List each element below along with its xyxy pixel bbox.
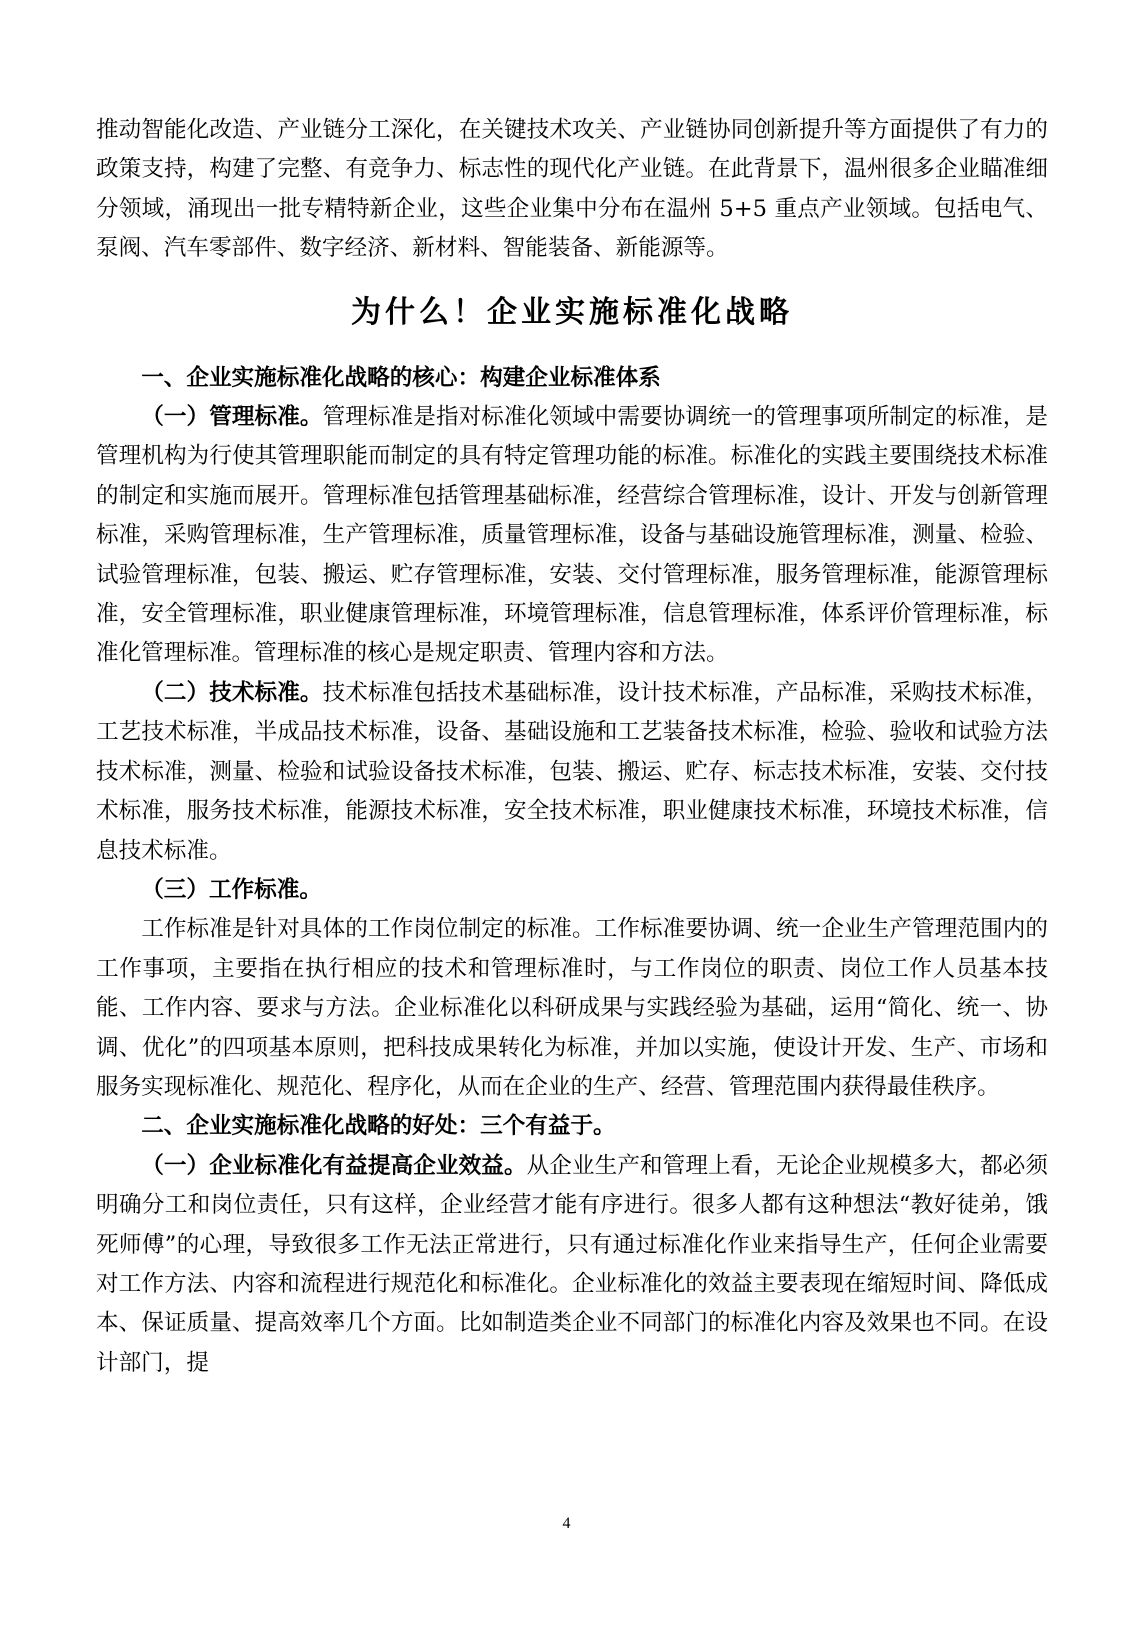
section-1-heading: 一、企业实施标准化战略的核心：构建企业标准体系 [141, 364, 661, 391]
intro-paragraph: 推动智能化改造、产业链分工深化，在关键技术攻关、产业链协同创新提升等方面提供了有力的政策支持，构建了完整、有竞争力、标志性的现代化产业链。在此背景下，温州很多企业瞄准细分领域，涌现出一批专精特新企业，这些企业集中分布在温州 5+5 重点产业领域。包括电气、泵阀、汽车零部件、数字经济、新材料、智能装备、新能源等。 [96, 117, 1048, 262]
efficiency-benefit-label: （一）企业标准化有益提高企业效益。 [141, 1152, 527, 1179]
page-number: 4 [562, 1515, 571, 1532]
page-title: 为什么！企业实施标准化战略 [351, 294, 793, 330]
management-standard-label: （一）管理标准。 [141, 404, 323, 431]
technical-standard-paragraph [96, 674, 1048, 871]
management-standard-text: 管理标准是指对标准化领域中需要协调统一的管理事项所制定的标准，是管理机构为行使其管理职能而制定的具有特定管理功能的标准。标准化的实践主要围绕技术标准的制定和实施而展开。管理标准包括管理基础标准，经营综合管理标准，设计、开发与创新管理标准，采购管理标准，生产管理标准，质量管理标准，设备与基础设施管理标准，测量、检验、试验管理标准，包装、搬运、贮存管理标准，安装、交付管理标准，服务管理标准，能源管理标准，安全管理标准，职业健康管理标准，环境管理标准，信息管理标准，体系评价管理标准，标准化管理标准。管理标准的核心是规定职责、管理内容和方法。 [96, 404, 1049, 667]
management-standard-paragraph [96, 398, 1048, 674]
work-standard-label-paragraph [96, 871, 1048, 910]
page-content [96, 111, 1048, 1383]
efficiency-benefit-text: 从企业生产和管理上看，无论企业规模多大，都必须明确分工和岗位责任，只有这样，企业经营才能有序进行。很多人都有这种想法“教好徒弟，饿死师傅”的心理，导致很多工作无法正常进行，只有通过标准化作业来指导生产，任何企业需要对工作方法、内容和流程进行规范化和标准化。企业标准化的效益主要表现在缩短时间、降低成本、保证质量、提高效率几个方面。比如制造类企业不同部门的标准化内容及效果也不同。在设计部门，提 [96, 1152, 1049, 1376]
technical-standard-text: 技术标准包括技术基础标准，设计技术标准，产品标准，采购技术标准，工艺技术标准，半成品技术标准，设备、基础设施和工艺装备技术标准，检验、验收和试验方法技术标准，测量、检验和试验设备技术标准，包装、搬运、贮存、标志技术标准，安装、交付技术标准，服务技术标准，能源技术标准，安全技术标准，职业健康技术标准，环境技术标准，信息技术标准。 [96, 679, 1049, 864]
work-standard-paragraph: 工作标准是针对具体的工作岗位制定的标准。工作标准要协调、统一企业生产管理范围内的工作事项，主要指在执行相应的技术和管理标准时，与工作岗位的职责、岗位工作人员基本技能、工作内容、要求与方法。企业标准化以科研成果与实践经验为基础，运用“简化、统一、协调、优化”的四项基本原则，把科技成果转化为标准，并加以实施，使设计开发、生产、市场和服务实现标准化、规范化、程序化，从而在企业的生产、经营、管理范围内获得最佳秩序。 [96, 916, 1048, 1100]
efficiency-benefit-paragraph [96, 1147, 1048, 1383]
work-standard-label: （三）工作标准。 [141, 876, 322, 903]
section-2-heading: 二、企业实施标准化战略的好处：三个有益于。 [141, 1113, 616, 1140]
technical-standard-label: （二）技术标准。 [141, 679, 323, 706]
